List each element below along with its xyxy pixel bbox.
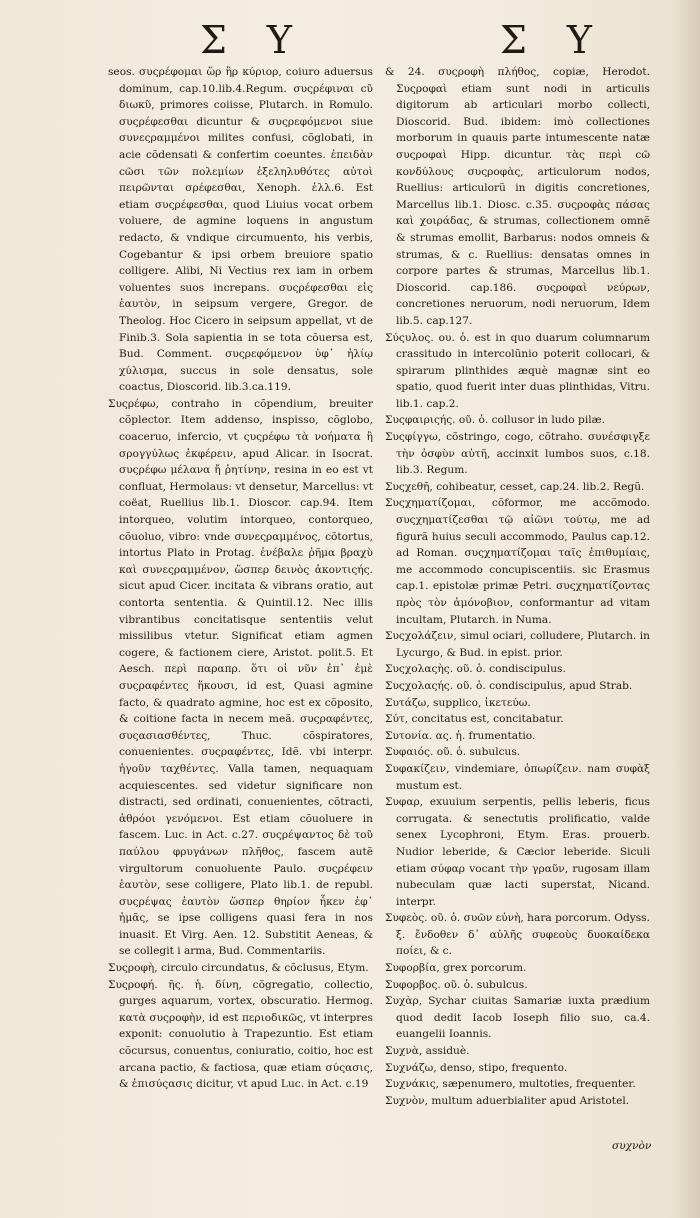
dictionary-entry: Συςρέφω, contraho in cõpendium, breuiter cõplector. Item addenso, inspisso, cõglobo, coaceruo, infercio, vt ςυςρέφω τὰ νοήματα ἢ σρογγύλως ἐκφέρειν, apud Alicar. in Isocrat. συςρέφω μέλανα ἤ ῥητίνην, resina in eo est vt confluat, Hermolaus: vt densetur, Marcellus: vt coëat, Ruellius lib.1. Dioscor. cap.94. Item intorqueo, volutim intorqueo, contorqueo, cõuoluo, vibro: vnde συνεςραμμένος, cõtortus, intortus Plato in Protag. ἐνέβαλε ῥῆμα βραχὺ καὶ συνεςραμμένον, ὥσπερ δεινὸς ἀκοντιςής. sicut apud Cicer. incitata & vibrans oratio, aut contorta sententia. & Quintil.12. Nec illis vibrantibus concitatisque sententiis velut missilibus vtetur. Significat etiam agmen cogere, & factionem ciere, Aristot. polit.5. Et Aesch. περὶ παραπρ. ὅτι οἱ νῦν ἐπ᾽ ἐμὲ συςραφέντες ἥκουσι, id est, Quasi agmine facto, & quadrato agmine, hoc est ex cõposito, & coitione facta in necem meã. συςραφέντες, συςασιασθέντες, Thuc. cõspiratores, conuenientes. συςραφέντες, Idẽ. vbi interpr. ἡγοῦν ταχθέντες. Valla tamen, nequaquam acquiescentes. sed videtur significare non distracti, sed ordinati, conuenientes, cõtracti, ἀθρόοι γενόμενοι. Est etiam cõuoluere in fascem. Luc. in Act. c.27. συςρέψαντος δὲ τοῦ παύλου φρυγάνων πλῆθος, fascem autẽ virgultorum conuoluente Paulo. συςρέφειν ἑαυτὸν, sese colligere, Plato lib.1. de republ. συςρέψας ἑαυτὸν ὥσπερ θηρίον ἧκεν ἐφ᾽ ἡμᾶς, se ipse colligens quasi fera in nos inuasit. Et Virg. Aen. 12. Substitit Aeneas, & se collegit i arma, Bud. Commentariis. <box>108 397 373 958</box>
left-column <box>108 64 373 1093</box>
dictionary-entry: Συςχηματίζομαι, cõformor, me accõmodo. συςχηματίζεσθαι τῷ αἰῶνι τούτῳ, me ad figurã huius seculi accommodo, Paulus cap.12. ad Roman. συςχηματίζομαι ταῖς ἐπιθυμίαις, me accommodo concupiscentiis. sic Erasmus cap.1. epistolæ primæ Petri. συςχηματίζοντας πρὸς τὸν ἀμόνοβιον, conformantur ad vitam incultam, Plutarch. in Numa. <box>385 497 650 626</box>
dictionary-entry: seos. συςρέφομαι ὥρ ἢρ κύριορ, coiuro aduersus dominum, cap.10.lib.4.Regum. συςρέφιναι cῦ διωκῦ, primores coiisse, Plutarch. in Romulo. συςρέφεσθαι dicuntur & συςρεφόμενοι siue συνεςραμμένοι milites confusi, cõglobati, in acie cõdensati & confertim coeuntes. ἐπειδὰν cῶσι τῶν πολεμίων ἐξεληλυθότες αὐτοὶ πειρῶνται σρέφεσθαι, Xenoph. ἑλλ.6. Est etiam συςρέφεσθαι, quod Liuius vocat orbem voluere, de agmine loquens in angustum redacto, & vndique circumuento, his verbis, Cogebantur & ipsi orbem breuiore spatio colligere. Alibi, Ni Vectius rex iam in orbem voluentes suos increpans. συςρέφεσθαι εἰς ἑαυτὸν, in seipsum vergere, Gregor. de Theolog. Hoc Cicero in seipsum appellat, vt de Finib.3. Sola sapientia in se tota cõuersa est, Bud. Comment. συςρεφόμενον ὑφ᾽ ἡλίῳ χύλισμα, succus in sole densatus, sole coactus, Dioscorid. lib.3.ca.119. <box>108 66 373 394</box>
dictionary-entry: Συςχολαςὴς. οῦ. ὁ. condiscipulus. <box>385 663 566 676</box>
dictionary-entry: Συςχολαςής. οῦ. ὁ. condiscipulus, apud Strab. <box>385 679 633 692</box>
dictionary-entry: Συςροφὴ, circulo circundatus, & cõclusus, Etym. <box>108 962 369 975</box>
page-gutter-shadow <box>672 0 700 1218</box>
dictionary-entry: Συφορβος. οῦ. ὁ. subulcus. <box>385 978 528 991</box>
dictionary-entry: Συχὰρ, Sychar ciuitas Samariæ iuxta prædium quod dedit Iacob Ioseph filio suo, ca.4. euangelii Ioannis. <box>385 995 650 1041</box>
dictionary-entry: Συτονία. ας. ἡ. frumentatio. <box>385 729 536 742</box>
dictionary-entry: Συφορβία, grex porcorum. <box>385 962 527 975</box>
dictionary-entry: & 24. συςροφὴ πλήθος, copiæ, Herodot. Συςροφαὶ etiam sunt nodi in articulis digitorum ab articulari morbo collecti, Dioscorid. Bud. ibidem: imò collectiones morborum in quauis parte intumescente natæ συςροφαὶ Hipp. dicuntur. τὰς περὶ cῶ κονδύλους συςροφὰς, articulorum nodos, Ruellius: articulorũ in digitis concretiones, Marcellus lib.1. Diosc. c.35. συςροφὰς πάσας καὶ χοιράδας, & strumas, collectionem omnẽ & strumas emollit, Barbarus: nodos omneis & strumas, & c. Ruellius: densatas omnes in corpore partes & strumas, Marcellus lib.1. Dioscorid. cap.186. συςροφαὶ νεύρων, concretiones neruorum, nodi neruorum, Idem lib.5. cap.127. <box>385 66 650 327</box>
dictionary-entry: Συςροφή. ῆς. ἡ. δίνη, cõgregatio, collectio, gurges aquarum, vortex, obscuratio. Hermog. κατὰ συςροφὴν, id est περιοδικῶς, vt interpres exponit: conuolutio à Trapezuntio. Est etiam cõcursus, conuentus, coniuratio, coitio, hoc est arcana pactio, & factiosa, quæ etiam σύςασις, & ἐπισύςασις dicitur, vt apud Luc. in Act. c.19 <box>108 978 373 1091</box>
dictionary-entry: Συςφαιριςής. οῦ. ὁ. collusor in ludo pilæ. <box>385 414 605 427</box>
dictionary-entry: Σύςυλος. ου. ὁ. est in quo duarum columnarum crassitudo in intercolũnio poterit collocari, & spirarum plinthides æquè magnæ sint eo spatio, quod fuerit inter duas plinthidas, Vitru. lib.1. cap.2. <box>385 331 650 410</box>
dictionary-entry: Συχνὸν, multum aduerbialiter apud Aristotel. <box>385 1094 630 1107</box>
dictionary-entry: Συχνὰ, assiduè. <box>385 1045 470 1058</box>
dictionary-entry: Συςχολάζειν, simul ociari, colludere, Plutarch. in Lycurgo, & Bud. in epist. prior. <box>385 630 650 659</box>
dictionary-entry: Συςφίγγω, cõstringo, cogo, cõtraho. συνέσφιγξε τὴν ὀσφὺν αὐτῆ, accinxit lumbos suos, c.18. lib.3. Regum. <box>385 431 650 477</box>
dictionary-entry: Συφαρ, exuuium serpentis, pellis leberis, ficus corrugata. & senectutis prolificatio, valde senex Lycophroni, Etym. Eras. prouerb. Nudior leberide, & Cæcior leberide. Siculi etiam σύφαρ vocant τὴν γραῦν, rugosam illam nubeculam quæ lacti superstat, Nicand. interpr. <box>385 796 650 908</box>
dictionary-entry: Συχνάζω, denso, stipo, frequento. <box>385 1061 568 1074</box>
dictionary-entry: Σύτ, concitatus est, concitabatur. <box>385 713 564 726</box>
dictionary-entry: Συχνάκις, sæpenumero, multoties, frequenter. <box>385 1078 636 1091</box>
running-head-left: Σ Υ <box>199 18 307 62</box>
dictionary-entry: Συτάζω, supplico, ἱκετεύω. <box>385 696 531 709</box>
running-head-right: Σ Υ <box>499 18 607 62</box>
dictionary-entry: Συφαιός. οῦ. ὁ. subulcus. <box>385 746 521 759</box>
dictionary-entry: Συφεὸς. οῦ. ὁ. συῶν εὐνὴ, hara porcorum. Odyss. ξ. ἔνδοθεν δ᾽ αὐλῆς συφεοὺς δυοκαίδεκα ποίει, & c. <box>385 912 650 958</box>
right-column <box>385 64 650 1109</box>
catchword: συχνὸν <box>612 1140 652 1152</box>
dictionary-entry: Συφακίζειν, vindemiare, ὀπωρίζειν. nam συφὰξ mustum est. <box>385 762 650 792</box>
dictionary-entry: Συςχεθῆ, cohibeatur, cesset, cap.24. lib.2. Regũ. <box>385 480 645 493</box>
